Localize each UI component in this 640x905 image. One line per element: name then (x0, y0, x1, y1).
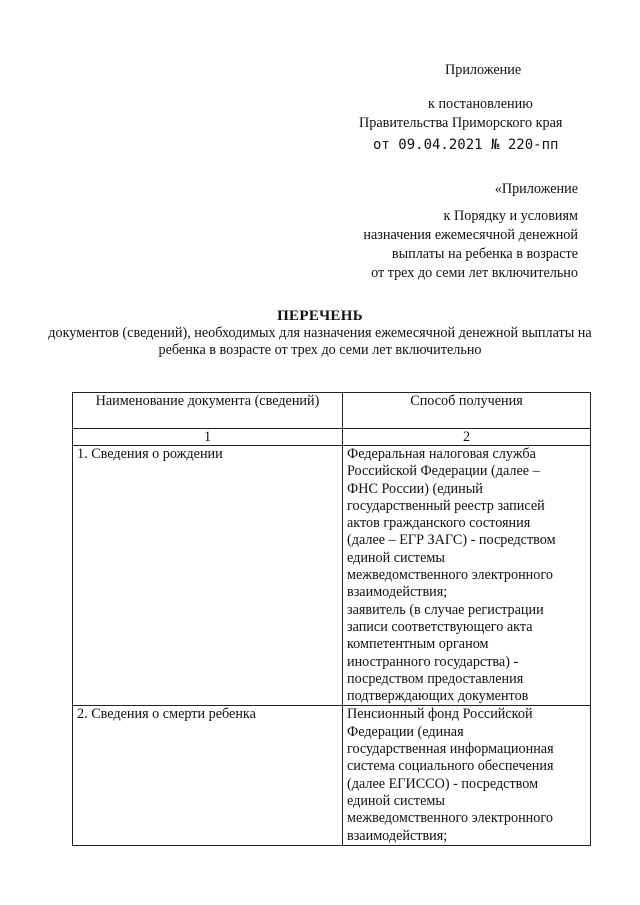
table-header-row (73, 393, 591, 429)
table-number-row (73, 429, 591, 446)
documents-table (72, 392, 591, 846)
appendix-label: Приложение (445, 62, 522, 78)
column-number: 1 (73, 429, 343, 446)
amended-appendix-line: к Порядку и условиям (443, 208, 578, 224)
government-name: Правительства Приморского края (359, 115, 563, 131)
amended-appendix-line: выплаты на ребенка в возрасте (391, 246, 578, 262)
column-number: 2 (343, 429, 591, 446)
method-cell: Федеральная налоговая служба Российской Федерации (далее – ФНС России) (единый государственный реестр записей актов гражданского состояния (далее – ЕГР ЗАГС) - посредством единой системы межведомственного электронного взаимодействия; заявитель (в случае регистрации записи соответствующего акта компетентным органом иностранного государства) - посредством предоставления подтверждающих документов (343, 446, 591, 706)
amended-appendix-line: «Приложение (494, 181, 578, 197)
amended-appendix-line: назначения ежемесячной денежной (363, 227, 578, 243)
table-row (73, 706, 591, 845)
column-header-name: Наименование документа (сведений) (73, 393, 343, 429)
document-subtitle: документов (сведений), необходимых для назначения ежемесячной денежной выплаты на ребенка в возрасте от трех до семи лет включительно (48, 325, 592, 358)
table-row (73, 446, 591, 706)
amended-appendix-block (363, 180, 578, 283)
document-name-cell: 1. Сведения о рождении (73, 446, 343, 706)
resolution-date-number: от 09.04.2021 № 220-пп (373, 137, 559, 153)
method-cell: Пенсионный фонд Российской Федерации (единая государственная информационная система социального обеспечения (далее ЕГИССО) - посредством единой системы межведомственного электронного взаимодействия; (343, 706, 591, 845)
resolution-ref: к постановлению (428, 96, 533, 112)
column-header-method: Способ получения (343, 393, 591, 429)
amended-appendix-line: от трех до семи лет включительно (371, 265, 578, 281)
document-name-cell: 2. Сведения о смерти ребенка (73, 706, 343, 845)
document-title: ПЕРЕЧЕНЬ (277, 308, 363, 324)
